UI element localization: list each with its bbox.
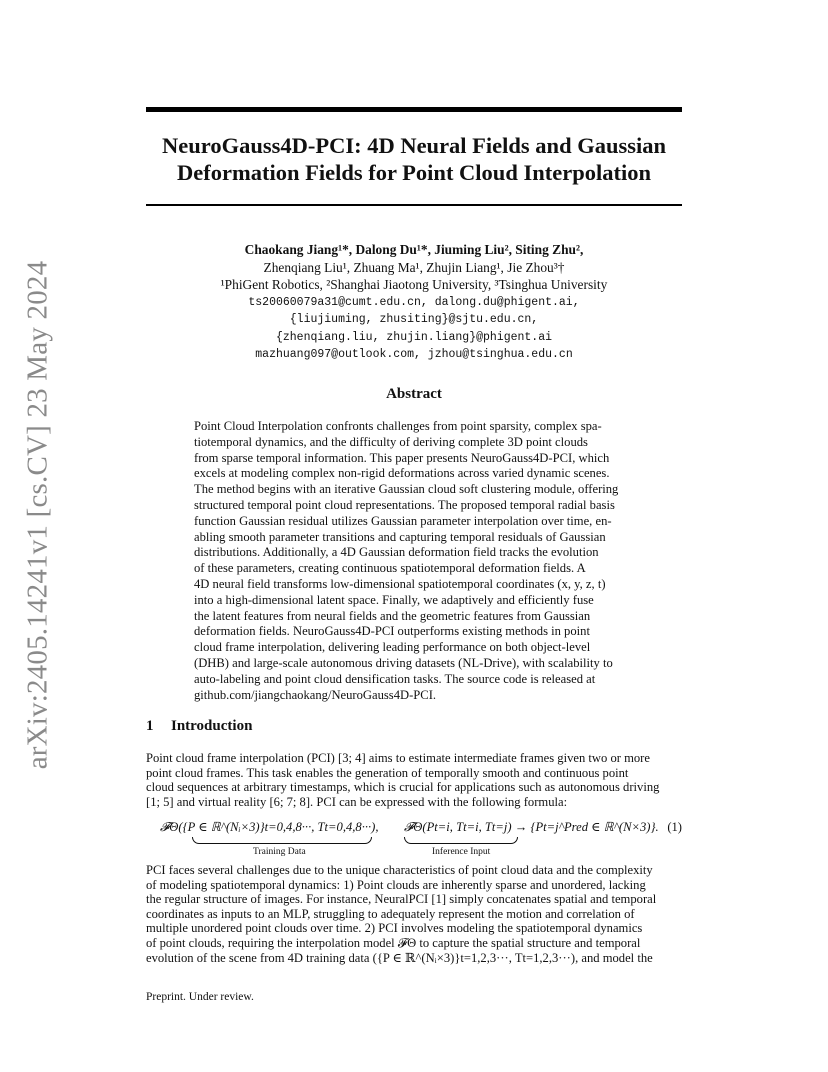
arxiv-stamp-text: arXiv:2405.14241v1 [cs.CV] 23 May 2024 (21, 260, 54, 770)
abstract-line: structured temporal point cloud representations. The proposed temporal radial basis (194, 497, 615, 512)
paragraph-line: Point cloud frame interpolation (PCI) [3; 4] aims to estimate intermediate frames given two or more (146, 751, 650, 765)
abstract-line: of these parameters, creating continuous spatiotemporal deformation fields. A (194, 561, 586, 576)
author-block (146, 241, 682, 364)
author-line-2: Zhenqiang Liu¹, Zhuang Ma¹, Zhujin Liang¹, Jie Zhou³† (263, 259, 565, 275)
abstract-line: abling smooth parameter transitions and capturing temporal residuals of Gaussian (194, 529, 606, 544)
title-line-2: Deformation Fields for Point Cloud Interpolation (177, 160, 651, 185)
underbrace-training (192, 837, 372, 844)
abstract-line: The method begins with an iterative Gaussian cloud soft clustering module, offering (194, 482, 619, 497)
title-line-1: NeuroGauss4D-PCI: 4D Neural Fields and Gaussian (161, 133, 667, 158)
paragraph-line: multiple unordered point clouds over time. 2) PCI involves modeling the spatiotemporal dynamics (146, 921, 643, 936)
paragraph-line: coordinates as inputs to an MLP, struggling to adequately represent the motion and correlation of (146, 906, 635, 921)
paragraph-line: cloud sequences at arbitrary timestamps, which is crucial for applications such as autonomous driving (146, 780, 660, 795)
equation-training-expression: 𝓕Θ({P ∈ ℝ^(Nᵢ×3)}t=0,4,8···, Tt=0,4,8···), (160, 820, 379, 834)
abstract-heading: Abstract (386, 386, 442, 402)
abstract-line: from sparse temporal information. This paper presents NeuroGauss4D-PCI, which (194, 450, 610, 465)
abstract-line: 4D neural field transforms low-dimensional spatiotemporal coordinates (x, y, z, t) (194, 576, 606, 591)
abstract-line: auto-labeling and point cloud densification tasks. The source code is released at (194, 671, 596, 686)
paragraph-line: PCI faces several challenges due to the unique characteristics of point cloud data and the complexity (146, 863, 653, 877)
abstract-line: cloud frame interpolation, delivering leading performance on both object-level (194, 640, 591, 655)
abstract-line: distributions. Additionally, a 4D Gaussian deformation field tracks the evolution (194, 545, 599, 560)
intro-paragraph-2 (146, 863, 682, 965)
paragraph-line: of modeling spatiotemporal dynamics: 1) Point clouds are inherently sparse and unordered, lacking (146, 877, 646, 892)
abstract-line: deformation fields. NeuroGauss4D-PCI outperforms existing methods in point (194, 624, 590, 639)
intro-paragraph-1 (146, 751, 682, 809)
author-line-1: Chaokang Jiang¹*, Dalong Du¹*, Jiuming Liu², Siting Zhu², (244, 242, 584, 257)
abstract-line: github.com/jiangchaokang/NeuroGauss4D-PCI. (194, 687, 437, 702)
abstract-text (194, 419, 634, 703)
equation-inference-expression: 𝓕Θ(Pt=i, Tt=i, Tt=j) → {Pt=j^Pred ∈ ℝ^(N×3)}. (404, 820, 659, 834)
section-heading-introduction (146, 718, 252, 735)
label-inference-input: Inference Input (432, 847, 491, 857)
paper-title (146, 132, 682, 186)
abstract-line: function Gaussian residual utilizes Gaussian parameter interpolation over time, en- (194, 513, 612, 528)
abstract-line: Point Cloud Interpolation confronts challenges from point sparsity, complex spa- (194, 419, 602, 433)
paragraph-line: the regular structure of images. For instance, NeuralPCI [1] simply concatenates spatial and temporal (146, 892, 657, 907)
abstract-line: into a high-dimensional latent space. Finally, we adaptively and efficiently fuse (194, 592, 594, 607)
abstract-line: the latent features from neural fields and the geometric features from Gaussian (194, 608, 591, 623)
email-line-2[interactable]: {liujiuming, zhusiting}@sjtu.edu.cn, (289, 313, 539, 326)
label-training-data: Training Data (253, 847, 306, 857)
email-line-3[interactable]: {zhenqiang.liu, zhujin.liang}@phigent.ai (275, 330, 553, 344)
equation-number: (1) (667, 820, 682, 834)
underbrace-inference (404, 837, 518, 844)
abstract-line: (DHB) and large-scale autonomous driving datasets (NL-Drive), with scalability to (194, 655, 613, 670)
section-title: Introduction (171, 718, 253, 734)
email-line-4[interactable]: mazhuang097@outlook.com, jzhou@tsinghua.edu.cn (255, 348, 573, 361)
preprint-footer: Preprint. Under review. (146, 991, 254, 1003)
affiliations: ¹PhiGent Robotics, ²Shanghai Jiaotong University, ³Tsinghua University (220, 277, 608, 292)
title-bottom-rule (146, 204, 682, 206)
abstract-line: excels at modeling complex non-rigid deformations across varied dynamic scenes. (194, 466, 610, 481)
equation-1 (146, 817, 682, 861)
paragraph-line: [1; 5] and virtual reality [6; 7; 8]. PCI can be expressed with the following formula: (146, 794, 568, 809)
paragraph-line: point cloud frames. This task enables the generation of temporally smooth and continuous point (146, 765, 629, 780)
section-number: 1 (146, 718, 154, 734)
email-line-1[interactable]: ts20060079a31@cumt.edu.cn, dalong.du@phigent.ai, (248, 295, 580, 309)
paragraph-line: of point clouds, requiring the interpolation model 𝓕Θ to capture the spatial structure and temporal (146, 935, 641, 950)
abstract-line: tiotemporal dynamics, and the difficulty of deriving complete 3D point clouds (194, 434, 588, 449)
title-top-rule (146, 107, 682, 112)
paragraph-line: evolution of the scene from 4D training data ({P ∈ ℝ^(Nᵢ×3)}t=1,2,3···, Tt=1,2,3···), and model the (146, 950, 653, 965)
